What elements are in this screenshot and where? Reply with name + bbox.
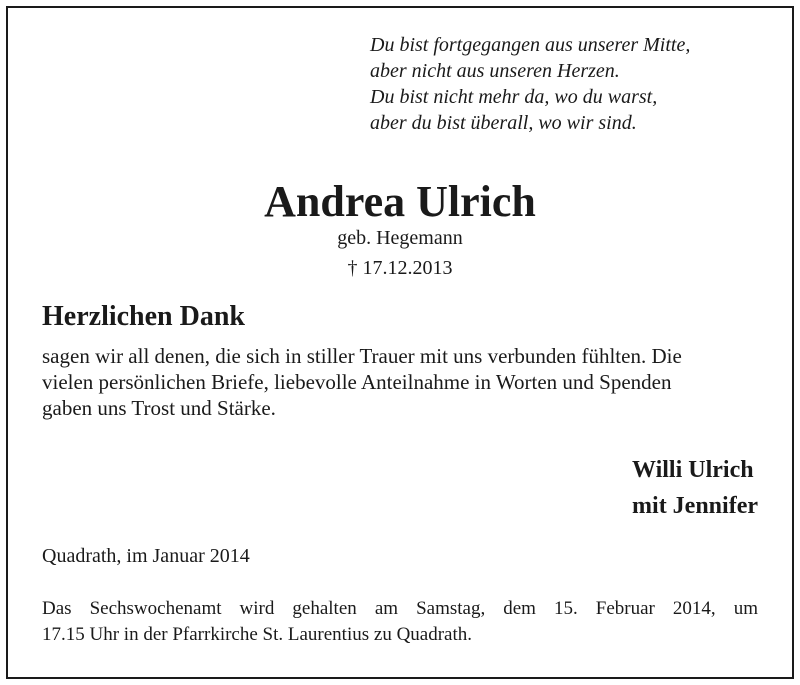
signature-line: mit Jennifer	[632, 493, 758, 519]
poem-line: aber du bist überall, wo wir sind.	[370, 112, 637, 134]
birth-name: geb. Hegemann	[337, 227, 463, 249]
signature	[632, 452, 758, 524]
notice-line: 17.15 Uhr in der Pfarrkirche St. Laurentius zu Quadrath.	[42, 624, 473, 645]
thanks-body	[42, 343, 760, 421]
thanks-title: Herzlichen Dank	[42, 301, 245, 332]
thanks-line: vielen persönlichen Briefe, liebevolle Anteilnahme in Worten und Spenden	[42, 370, 672, 394]
deceased-name: Andrea Ulrich	[264, 177, 536, 226]
poem	[370, 32, 770, 136]
death-date: † 17.12.2013	[347, 257, 453, 279]
place-date: Quadrath, im Januar 2014	[42, 545, 250, 567]
thanks-line: sagen wir all denen, die sich in stiller Trauer mit uns verbunden fühlten. Die	[42, 344, 682, 368]
service-notice	[42, 596, 758, 648]
notice-line: Das Sechswochenamt wird gehalten am Samstag, dem 15. Februar 2014, um	[42, 598, 758, 619]
poem-line: Du bist nicht mehr da, wo du warst,	[370, 86, 658, 108]
signature-line: Willi Ulrich	[632, 457, 754, 483]
poem-line: Du bist fortgegangen aus unserer Mitte,	[370, 34, 691, 56]
thanks-line: gaben uns Trost und Stärke.	[42, 396, 276, 420]
poem-line: aber nicht aus unseren Herzen.	[370, 60, 620, 82]
